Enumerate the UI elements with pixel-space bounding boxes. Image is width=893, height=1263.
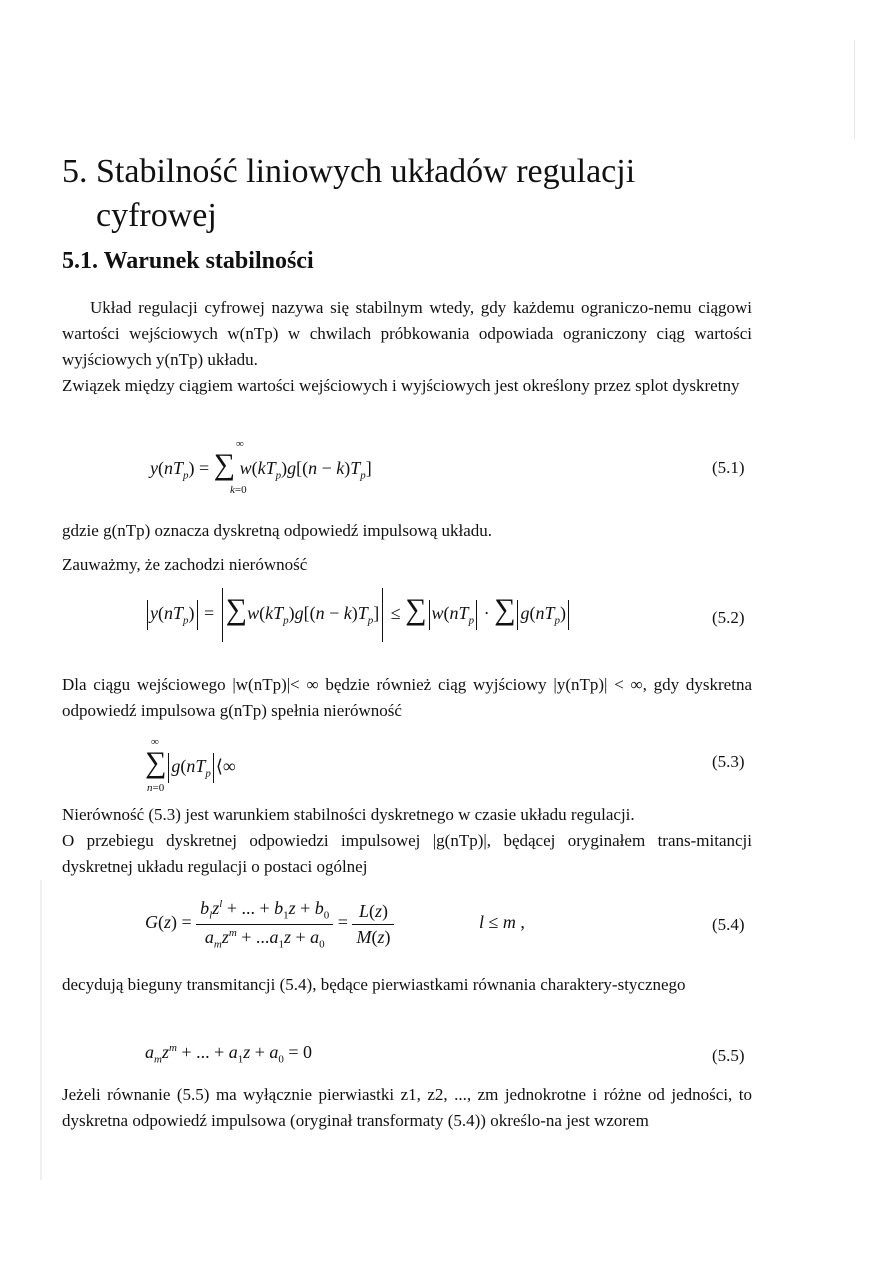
section-title: 5.1. Warunek stabilności xyxy=(62,248,314,274)
paragraph-poles: decydują bieguny transmitancji (5.4), będące pierwiastkami równania charaktery-stycznego xyxy=(62,975,686,994)
equation-number: (5.4) xyxy=(712,915,745,934)
scan-edge xyxy=(40,880,42,1180)
paragraph-roots: Jeżeli równanie (5.5) ma wyłącznie pierwiastki z1, z2, ..., zm jednokrotne i różne od jedności, to dyskretna odpowiedź impulsowa (oryginał transformaty (5.4)) określo-na jest wzorem xyxy=(62,1085,752,1130)
equation-number: (5.3) xyxy=(712,752,745,771)
equation-number: (5.2) xyxy=(712,608,745,627)
paragraph-definition: Układ regulacji cyfrowej nazywa się stabilnym wtedy, gdy każdemu ograniczo-nemu ciągowi wartości wejściowych w(nTp) w chwilach próbkowania odpowiada ograniczony ciąg wartości wyjściowych y(nTp) układu. xyxy=(62,298,752,369)
equation-5-3: ∑ $g(nT_p$ ⟨∞ ∞ n=0 xyxy=(145,736,236,794)
chapter-title-line2: cyfrowej xyxy=(96,197,217,234)
paragraph-inequality-intro: Zauważmy, że zachodzi nierówność xyxy=(62,555,308,574)
equation-5-1: $y(nT_p)$ = ∑ $w(kT_p)g[(n - k)T_p]$ ∞ k=0 xyxy=(150,438,372,496)
equation-5-4: G(z) = $\frac{b_lz^l + ... + b_1z + b_0}{a_mz^m + ...a_1z + a_0}$ = $\frac{L(z)}{M(z)}$ l ≤ m , xyxy=(145,898,525,951)
chapter-title xyxy=(62,150,782,238)
paragraph-bounded-condition: Dla ciągu wejściowego |w(nTp)|< ∞ będzie również ciąg wyjściowy |y(nTp)| < ∞, gdy dyskretna odpowiedź impulsowa g(nTp) spełnia nierówność xyxy=(62,675,752,720)
chapter-title-line1: 5. Stabilność liniowych układów regulacji xyxy=(62,153,636,190)
paragraph-transfer-function-intro: O przebiegu dyskretnej odpowiedzi impulsowej |g(nTp)|, będącej oryginałem trans-mitancji dyskretnej układu regulacji o postaci ogólnej xyxy=(62,831,752,876)
paragraph-stability-condition: Nierówność (5.3) jest warunkiem stabilności dyskretnego w czasie układu regulacji. xyxy=(62,805,635,824)
paragraph-convolution-intro: Związek między ciągiem wartości wejściowych i wyjściowych jest określony przez splot dyskretny xyxy=(62,376,740,395)
equation-5-2: $y(nT_p) = \sum w(kT_p)g[(n - k)T_p]$ ≤ ∑ $w(nT_p$ · ∑ $g(nT_p)$ xyxy=(145,588,571,642)
scan-edge xyxy=(854,40,855,140)
paragraph-impulse-response: gdzie g(nTp) oznacza dyskretną odpowiedź impulsową układu. xyxy=(62,521,493,540)
equation-number: (5.5) xyxy=(712,1046,745,1065)
equation-number: (5.1) xyxy=(712,458,745,477)
equation-5-5: $a_mz^m$ + ... + $a_1z + a_0 = 0$ xyxy=(145,1042,313,1066)
